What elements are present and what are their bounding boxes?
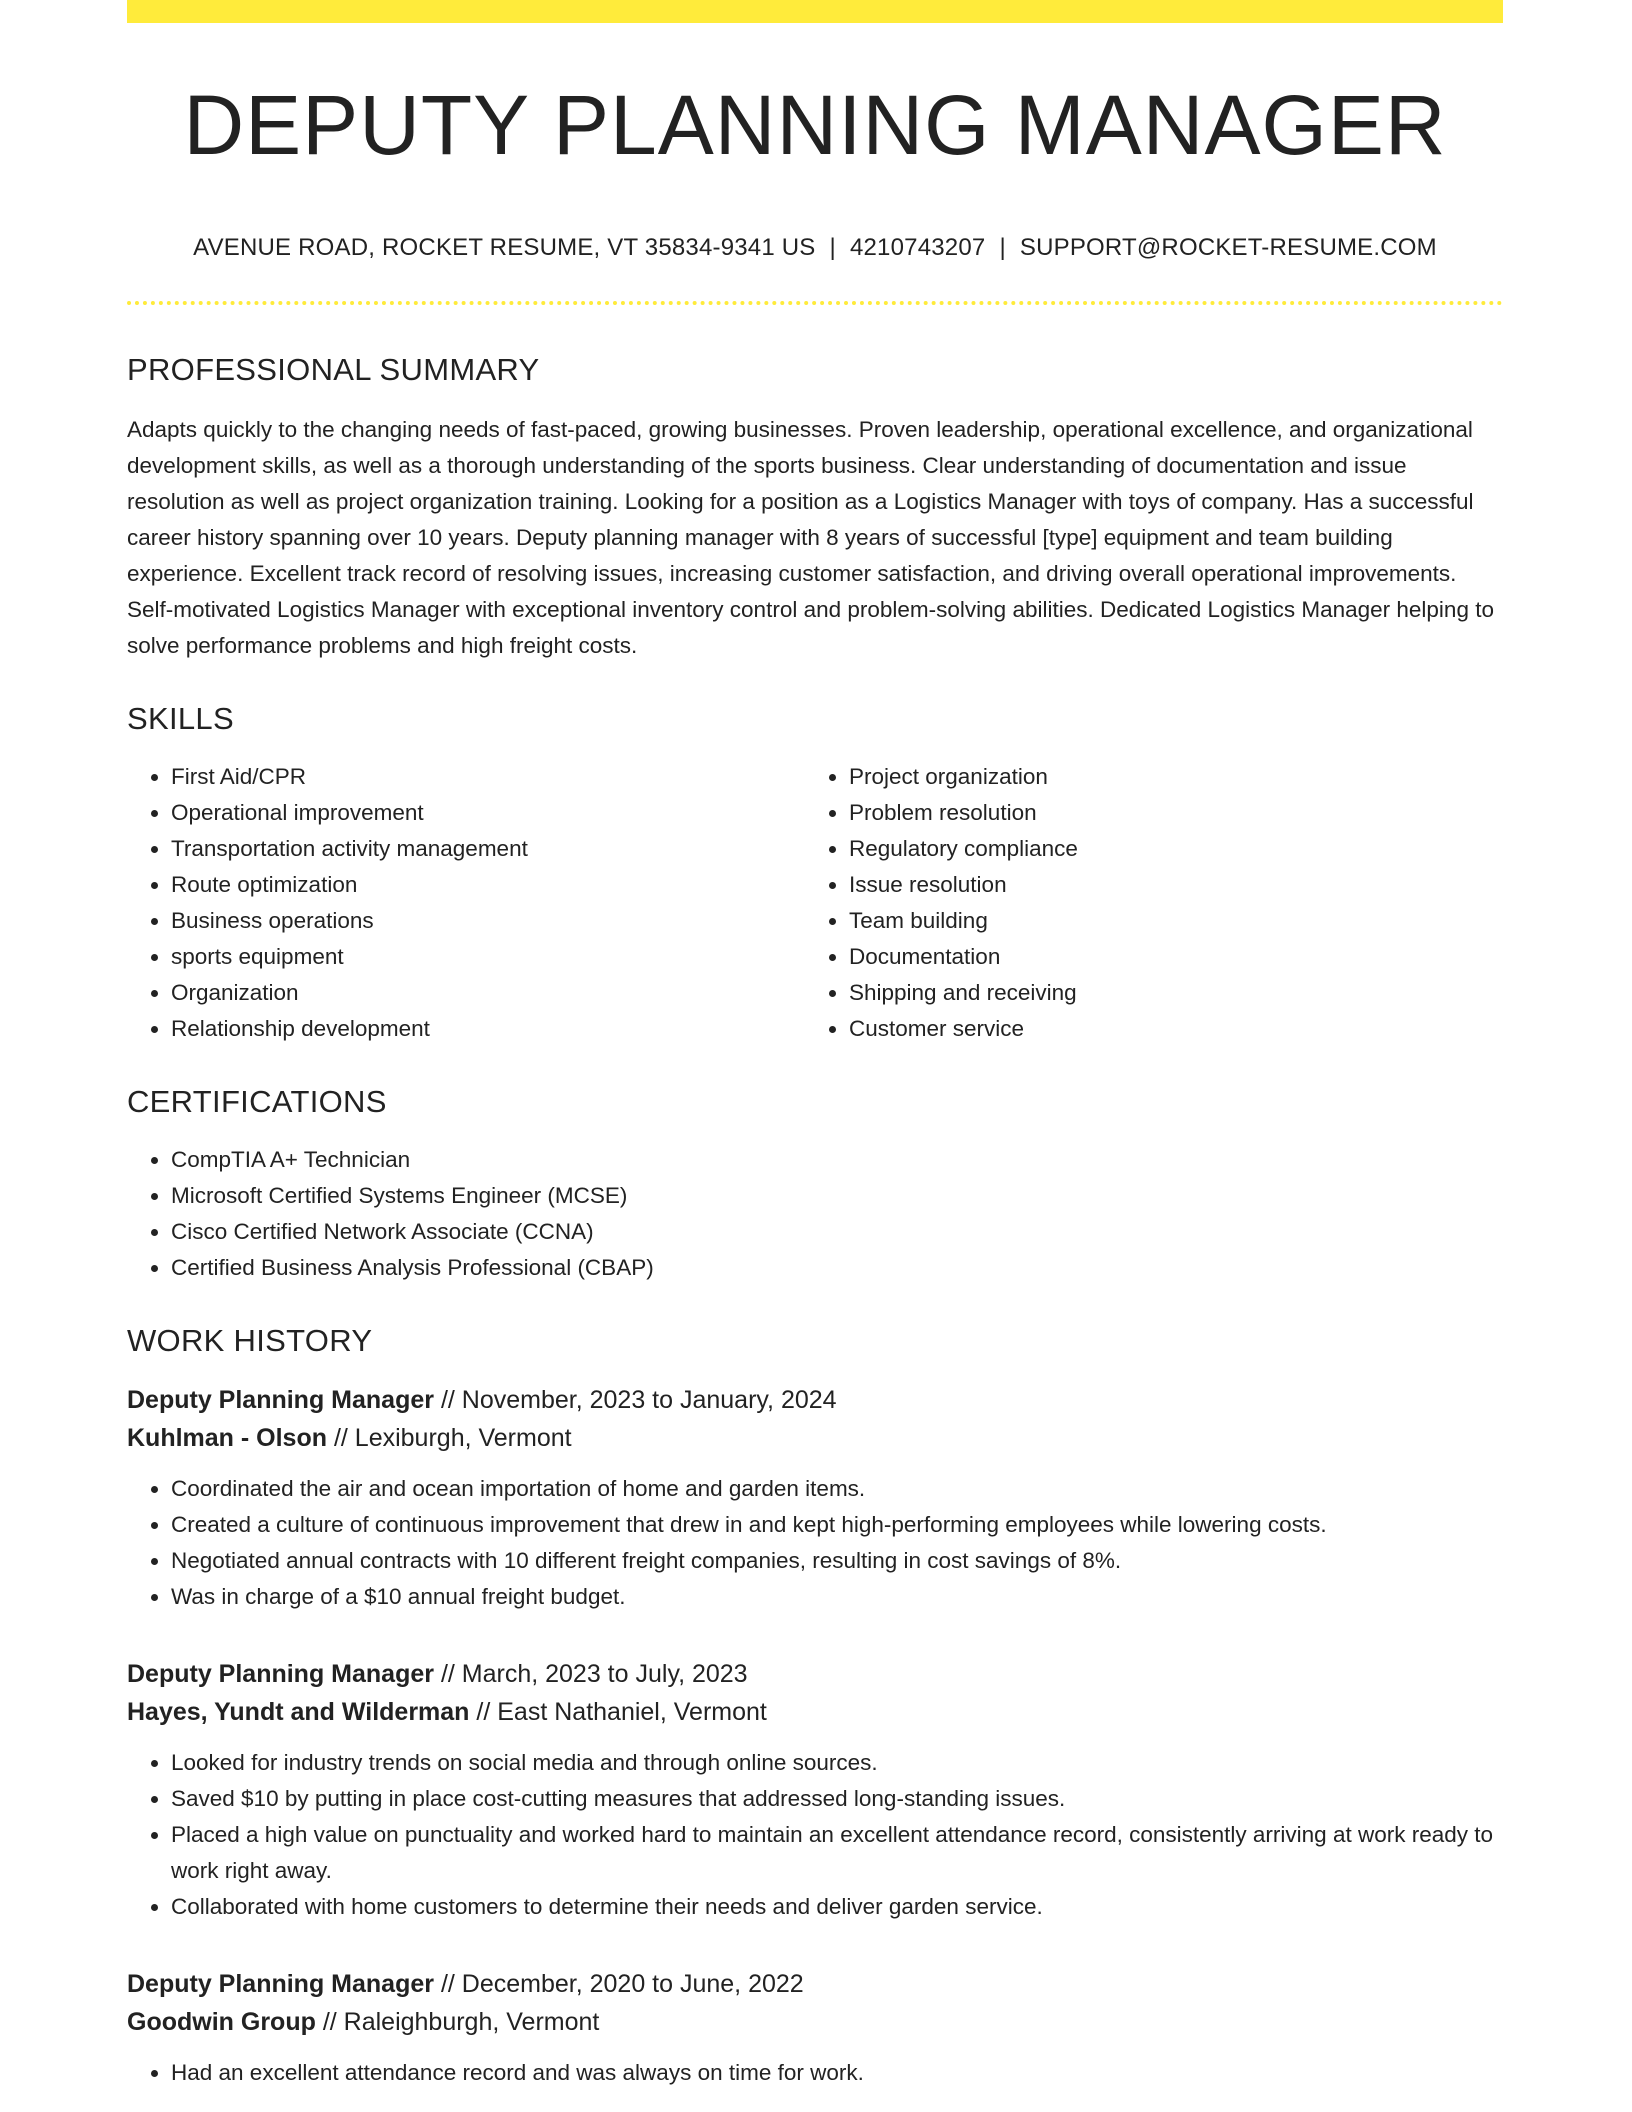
skill-item: • Project organization xyxy=(849,759,1483,795)
skill-item: • Business operations xyxy=(171,903,805,939)
skill-item: • Customer service xyxy=(849,1011,1483,1047)
certification-item: • CompTIA A+ Technician xyxy=(171,1142,1503,1178)
section-title-summary: PROFESSIONAL SUMMARY xyxy=(127,352,540,387)
job-company-line xyxy=(127,2003,1503,2041)
job-dates: // November, 2023 to January, 2024 xyxy=(440,1386,837,1414)
summary-text: Adapts quickly to the changing needs of fast-paced, growing businesses. Proven leadership, operational excellence, and organizational development skills, as well as a thorough understanding of the sports business. Clear understanding of documentation and issue resolution as well as project organization training. Looking for a position as a Logistics Manager with toys of company. Has a successful career history spanning over 10 years. Deputy planning manager with 8 years of successful [type] equipment and team building experience. Excellent track record of resolving issues, increasing customer satisfaction, and driving overall operational improvements. Self-motivated Logistics Manager with exceptional inventory control and problem-solving abilities. Dedicated Logistics Manager helping to solve performance problems and high freight costs. xyxy=(127,417,1494,658)
resume-title: DEPUTY PLANNING MANAGER xyxy=(183,78,1447,172)
job-company: Goodwin Group xyxy=(127,2008,316,2036)
job-title-line xyxy=(127,1965,1503,2003)
job-role: Deputy Planning Manager xyxy=(127,1970,434,1998)
job-role: Deputy Planning Manager xyxy=(127,1386,434,1414)
job-bullet: • Had an excellent attendance record and was always on time for work. xyxy=(171,2055,1503,2091)
job-bullet: • Placed a high value on punctuality and worked hard to maintain an excellent attendance record, consistently arriving at work ready to work right away. xyxy=(171,1817,1503,1889)
job-location: // Raleighburgh, Vermont xyxy=(322,2008,600,2036)
job-dates: // March, 2023 to July, 2023 xyxy=(440,1660,748,1688)
job-bullet: • Coordinated the air and ocean importation of home and garden items. xyxy=(171,1471,1503,1507)
section-title-work-history: WORK HISTORY xyxy=(127,1323,373,1358)
skill-item: • Regulatory compliance xyxy=(849,831,1483,867)
job-company-line xyxy=(127,1419,1503,1457)
skill-item: • Operational improvement xyxy=(171,795,805,831)
section-title-certifications: CERTIFICATIONS xyxy=(127,1084,387,1119)
skill-item: • Problem resolution xyxy=(849,795,1483,831)
contact-email: SUPPORT@ROCKET-RESUME.COM xyxy=(1019,234,1437,261)
skill-item: • Documentation xyxy=(849,939,1483,975)
contact-line xyxy=(127,234,1503,262)
job-company-line xyxy=(127,1693,1503,1731)
certification-item: • Microsoft Certified Systems Engineer (MCSE) xyxy=(171,1178,1503,1214)
job-entry xyxy=(127,1381,1503,1615)
skills-column-left xyxy=(127,759,805,1047)
contact-separator: | xyxy=(999,234,1006,261)
job-title-line xyxy=(127,1655,1503,1693)
job-bullet: • Negotiated annual contracts with 10 different freight companies, resulting in cost savings of 8%. xyxy=(171,1543,1503,1579)
accent-top-bar xyxy=(127,0,1503,23)
certification-item: • Certified Business Analysis Professional (CBAP) xyxy=(171,1250,1503,1286)
job-bullet: • Created a culture of continuous improvement that drew in and kept high-performing employees while lowering costs. xyxy=(171,1507,1503,1543)
job-title-line xyxy=(127,1381,1503,1419)
resume-page xyxy=(127,0,1503,2091)
contact-phone: 4210743207 xyxy=(849,234,986,261)
skill-item: • Relationship development xyxy=(171,1011,805,1047)
skill-item: • Shipping and receiving xyxy=(849,975,1483,1011)
job-entry xyxy=(127,1655,1503,1925)
job-location: // East Nathaniel, Vermont xyxy=(476,1698,767,1726)
skills-list xyxy=(127,759,1503,1047)
certifications-list xyxy=(127,1142,1503,1286)
section-title-skills: SKILLS xyxy=(127,701,234,736)
job-entry xyxy=(127,1965,1503,2091)
job-location: // Lexiburgh, Vermont xyxy=(333,1424,572,1452)
dotted-divider xyxy=(127,301,1503,305)
job-bullet: • Looked for industry trends on social media and through online sources. xyxy=(171,1745,1503,1781)
job-bullets xyxy=(127,1745,1503,1925)
contact-separator: | xyxy=(829,234,836,261)
job-bullets xyxy=(127,1471,1503,1615)
job-role: Deputy Planning Manager xyxy=(127,1660,434,1688)
skill-item: • Issue resolution xyxy=(849,867,1483,903)
job-bullet: • Saved $10 by putting in place cost-cutting measures that addressed long-standing issues. xyxy=(171,1781,1503,1817)
skills-column-right xyxy=(805,759,1483,1047)
skill-item: • Route optimization xyxy=(171,867,805,903)
contact-address: AVENUE ROAD, ROCKET RESUME, VT 35834-9341 US xyxy=(193,234,816,261)
job-bullet: • Was in charge of a $10 annual freight budget. xyxy=(171,1579,1503,1615)
skill-item: • Team building xyxy=(849,903,1483,939)
skill-item: • Organization xyxy=(171,975,805,1011)
job-bullet: • Collaborated with home customers to determine their needs and deliver garden service. xyxy=(171,1889,1503,1925)
job-company: Hayes, Yundt and Wilderman xyxy=(127,1698,470,1726)
job-bullets xyxy=(127,2055,1503,2091)
job-dates: // December, 2020 to June, 2022 xyxy=(440,1970,804,1998)
skill-item: • First Aid/CPR xyxy=(171,759,805,795)
job-company: Kuhlman - Olson xyxy=(127,1424,327,1452)
certification-item: • Cisco Certified Network Associate (CCNA) xyxy=(171,1214,1503,1250)
skill-item: • Transportation activity management xyxy=(171,831,805,867)
skill-item: • sports equipment xyxy=(171,939,805,975)
